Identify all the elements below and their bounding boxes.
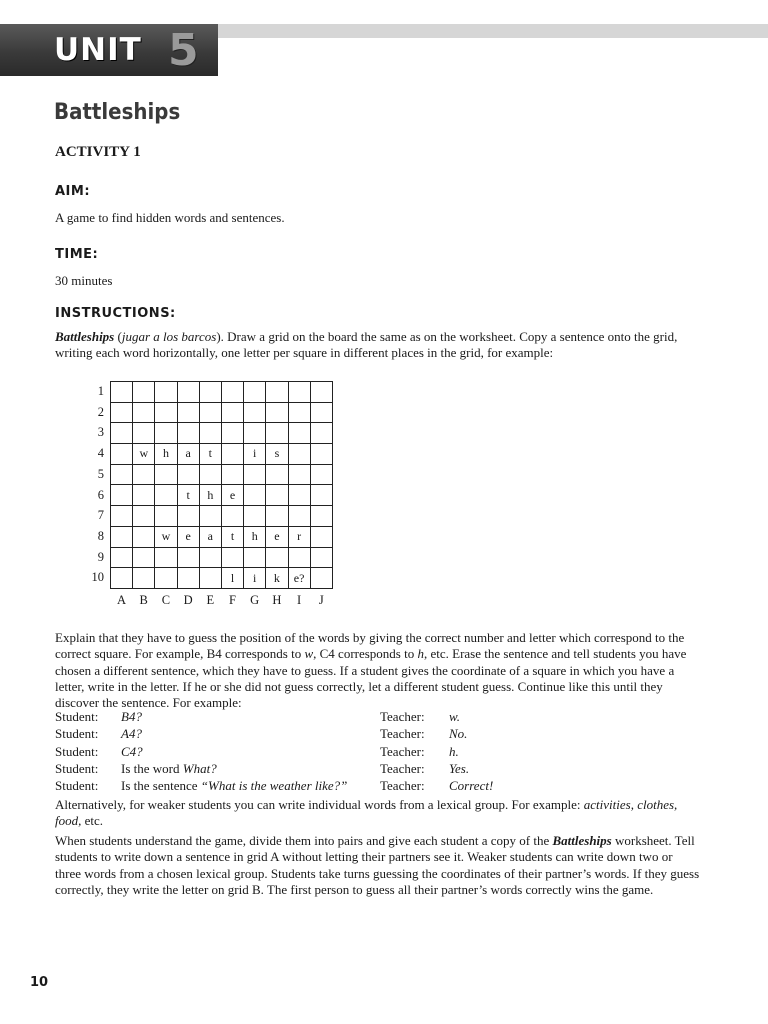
grid-cell: l	[221, 568, 243, 589]
grid-cell: e?	[288, 568, 310, 589]
teacher-label: Teacher:	[380, 760, 425, 776]
grid-cell	[177, 568, 199, 589]
grid-cell	[288, 506, 310, 527]
student-label: Student:	[55, 726, 99, 742]
grid-cell: k	[266, 568, 288, 589]
grid-row	[111, 423, 333, 444]
grid-cell	[266, 464, 288, 485]
grid-cell	[221, 506, 243, 527]
grid-column-label: B	[139, 593, 148, 607]
grid-cell	[221, 423, 243, 444]
grid-row	[111, 506, 333, 527]
student-utterance	[121, 709, 142, 725]
grid-cell	[310, 464, 332, 485]
grid-cell	[310, 485, 332, 506]
grid-row	[111, 526, 333, 547]
grid-row-label: 7	[97, 508, 104, 523]
unit-banner	[0, 24, 218, 76]
grid-cell: e	[221, 485, 243, 506]
grid-column-label: G	[250, 593, 260, 607]
student-utterance-italic: What?	[182, 760, 217, 776]
grid-row-label: 2	[97, 404, 104, 419]
instructions-open-paren: (	[114, 329, 122, 344]
student-utterance-text: Is the word	[121, 760, 183, 776]
page-title: Battleships	[54, 100, 181, 125]
grid-cell	[111, 444, 133, 465]
grid-cell	[310, 444, 332, 465]
grid-column-label: D	[183, 593, 193, 607]
student-label: Student:	[55, 743, 99, 759]
grid-cell	[133, 506, 155, 527]
grid-cell: w	[155, 526, 177, 547]
final-paragraph	[55, 833, 700, 898]
student-utterance	[121, 726, 142, 742]
grid-cell	[155, 402, 177, 423]
unit-label: UNIT	[54, 32, 142, 68]
grid-cell: e	[177, 526, 199, 547]
grid-cell	[221, 464, 243, 485]
teacher-response: Yes.	[449, 760, 470, 776]
teacher-label: Teacher:	[380, 709, 425, 724]
grid-row-label: 3	[97, 425, 104, 440]
grid-cell	[111, 402, 133, 423]
teacher-label: Teacher:	[380, 743, 425, 759]
student-utterance-italic: A4?	[121, 726, 142, 742]
grid-cell	[111, 506, 133, 527]
grid-cell: e	[266, 526, 288, 547]
grid-cell	[310, 423, 332, 444]
teacher-response: w.	[449, 709, 460, 724]
grid-cell	[288, 444, 310, 465]
grid-cell	[199, 464, 221, 485]
grid-cell	[221, 402, 243, 423]
grid-cell: s	[266, 444, 288, 465]
grid-cell	[133, 464, 155, 485]
grid-cell	[266, 423, 288, 444]
grid-cell	[155, 382, 177, 403]
grid-cell	[199, 423, 221, 444]
grid-cell	[266, 485, 288, 506]
instructions-heading: INSTRUCTIONS:	[55, 306, 176, 321]
grid-cell	[266, 506, 288, 527]
grid-cell	[133, 402, 155, 423]
grid-cell	[111, 526, 133, 547]
instructions-paragraph	[55, 329, 700, 362]
grid-cell: t	[221, 526, 243, 547]
page-number: 10	[30, 975, 49, 990]
alternatively-text-1: Alternatively, for weaker students you can write individual words from a lexical group. For example:	[55, 797, 584, 812]
student-utterance-italic: C4?	[121, 743, 143, 759]
student-utterance-text: Is the sentence	[121, 778, 201, 794]
grid-column-label: A	[116, 593, 127, 607]
grid-cell: h	[244, 526, 266, 547]
grid-cell	[111, 423, 133, 444]
header-bar	[218, 24, 768, 38]
grid-cell	[266, 382, 288, 403]
grid-cell: a	[199, 526, 221, 547]
grid-cell	[177, 464, 199, 485]
grid-cell: h	[155, 444, 177, 465]
grid-cell	[310, 382, 332, 403]
grid-row	[111, 382, 333, 403]
teacher-response: No.	[449, 726, 468, 742]
grid-cell	[111, 485, 133, 506]
grid-cell	[288, 464, 310, 485]
grid-cell	[177, 423, 199, 444]
grid-row-label: 6	[97, 487, 104, 502]
grid-cell	[111, 568, 133, 589]
grid-cell	[199, 568, 221, 589]
grid-cell	[221, 382, 243, 403]
grid-column-label: C	[161, 593, 171, 607]
grid-column-label: I	[297, 593, 302, 607]
explain-italic-h: h	[417, 646, 424, 662]
grid-cell	[221, 547, 243, 568]
grid-cell	[244, 547, 266, 568]
grid-cell	[266, 547, 288, 568]
final-text-1: When students understand the game, divide them into pairs and give each student a copy of the	[55, 833, 553, 848]
alternatively-italic: activities, clothes, food,	[55, 797, 678, 829]
grid-row	[111, 547, 333, 568]
grid-cell	[310, 547, 332, 568]
grid-column-label: F	[229, 593, 236, 607]
final-text-2: worksheet. Tell students to write down a sentence in grid A without letting their partners see it. Weaker students can write down two or three words from a chosen lexical group. Students take turns guessing the coordinates of their partner’s words. If they guess correctly, they write the letter on grid B. The first person to guess all their partner’s words correctly wins the game.	[55, 833, 700, 897]
grid-row-label: 5	[97, 466, 104, 481]
aim-heading: AIM:	[55, 184, 91, 199]
battleship-grid	[110, 381, 333, 589]
grid-cell	[133, 423, 155, 444]
grid-row	[111, 444, 333, 465]
grid-row	[111, 402, 333, 423]
grid-cell	[288, 547, 310, 568]
teacher-label: Teacher:	[380, 778, 425, 794]
grid-cell	[155, 423, 177, 444]
grid-cell	[133, 526, 155, 547]
grid-cell	[199, 402, 221, 423]
grid-cell	[155, 485, 177, 506]
grid-cell	[310, 506, 332, 527]
student-utterance-italic: B4?	[121, 709, 142, 724]
grid-cell	[111, 547, 133, 568]
spanish-term: jugar a los barcos	[121, 329, 217, 344]
teacher-label: Teacher:	[380, 726, 425, 742]
grid-cell: h	[199, 485, 221, 506]
time-text: 30 minutes	[55, 273, 113, 288]
student-label: Student:	[55, 778, 99, 794]
grid-row-label: 8	[97, 528, 104, 543]
grid-cell	[288, 423, 310, 444]
grid-cell: t	[177, 485, 199, 506]
grid-cell	[177, 402, 199, 423]
grid-cell	[133, 485, 155, 506]
grid-cell	[199, 506, 221, 527]
grid-column-label: J	[318, 593, 324, 607]
activity-heading: ACTIVITY 1	[55, 144, 141, 160]
grid-cell	[133, 568, 155, 589]
grid-cell: i	[244, 444, 266, 465]
grid-row-label: 10	[91, 570, 104, 585]
grid-cell	[244, 423, 266, 444]
explain-text-3: , etc. Erase the sentence and tell students you have chosen a different sentence, which they have to guess. If a student gives the coordinate of a square in which you have a letter, write in the letter. If he or she did not guess correctly, let a different student guess. Continue like this until they discover the sentence. For example:	[55, 646, 687, 711]
grid-cell	[221, 444, 243, 465]
grid-column-label: H	[272, 593, 282, 607]
explain-text-2: , C4 corresponds to	[313, 646, 418, 662]
battleships-term: Battleships	[55, 329, 115, 344]
grid-row	[111, 485, 333, 506]
grid-cell	[266, 402, 288, 423]
grid-cell	[155, 568, 177, 589]
student-utterance	[121, 761, 217, 777]
grid-cell	[310, 402, 332, 423]
grid-cell	[244, 402, 266, 423]
grid-cell: i	[244, 568, 266, 589]
aim-text: A game to find hidden words and sentences.	[55, 210, 285, 225]
grid-cell	[177, 382, 199, 403]
explain-text-1: Explain that they have to guess the position of the words by giving the correct number and letter which correspond to the correct square. For example, B4 corresponds to	[55, 630, 685, 662]
grid-cell	[244, 382, 266, 403]
explain-italic-w: w	[304, 646, 314, 662]
grid-cell	[288, 485, 310, 506]
student-utterance	[121, 744, 143, 760]
alternatively-text-2: etc.	[81, 813, 104, 829]
grid-cell	[133, 547, 155, 568]
grid-cell	[133, 382, 155, 403]
teacher-response: Correct!	[449, 778, 494, 794]
grid-cell: r	[288, 526, 310, 547]
grid-column-label: E	[206, 593, 215, 607]
grid-cell	[310, 568, 332, 589]
grid-cell	[199, 547, 221, 568]
student-utterance	[121, 778, 347, 794]
grid-cell	[244, 464, 266, 485]
grid-cell	[244, 506, 266, 527]
unit-number: 5	[168, 25, 199, 76]
grid-cell	[177, 547, 199, 568]
student-label: Student:	[55, 760, 99, 776]
alternatively-paragraph	[55, 797, 700, 830]
grid-row-label: 9	[97, 549, 104, 564]
final-battleships-term: Battleships	[552, 833, 612, 848]
grid-cell	[155, 506, 177, 527]
grid-row	[111, 464, 333, 485]
student-label: Student:	[55, 709, 99, 724]
time-heading: TIME:	[55, 247, 99, 262]
grid-cell	[155, 547, 177, 568]
teacher-response: h.	[449, 743, 459, 759]
grid-cell: a	[177, 444, 199, 465]
grid-cell: t	[199, 444, 221, 465]
grid-cell	[177, 506, 199, 527]
grid-cell	[310, 526, 332, 547]
instructions-text: ). Draw a grid on the board the same as on the worksheet. Copy a sentence onto the grid, writing each word horizontally, one letter per square in different places in the grid, for example:	[55, 329, 678, 361]
grid-cell	[288, 402, 310, 423]
grid-row-label: 4	[97, 446, 104, 461]
grid-cell: w	[133, 444, 155, 465]
grid-cell	[244, 485, 266, 506]
grid-row-label: 1	[97, 384, 104, 398]
grid-cell	[288, 382, 310, 403]
grid-cell	[155, 464, 177, 485]
explain-paragraph	[55, 630, 700, 711]
grid-row	[111, 568, 333, 589]
grid-cell	[199, 382, 221, 403]
student-utterance-italic: “What is the weather like?”	[200, 778, 348, 794]
grid-cell	[111, 382, 133, 403]
grid-cell	[111, 464, 133, 485]
